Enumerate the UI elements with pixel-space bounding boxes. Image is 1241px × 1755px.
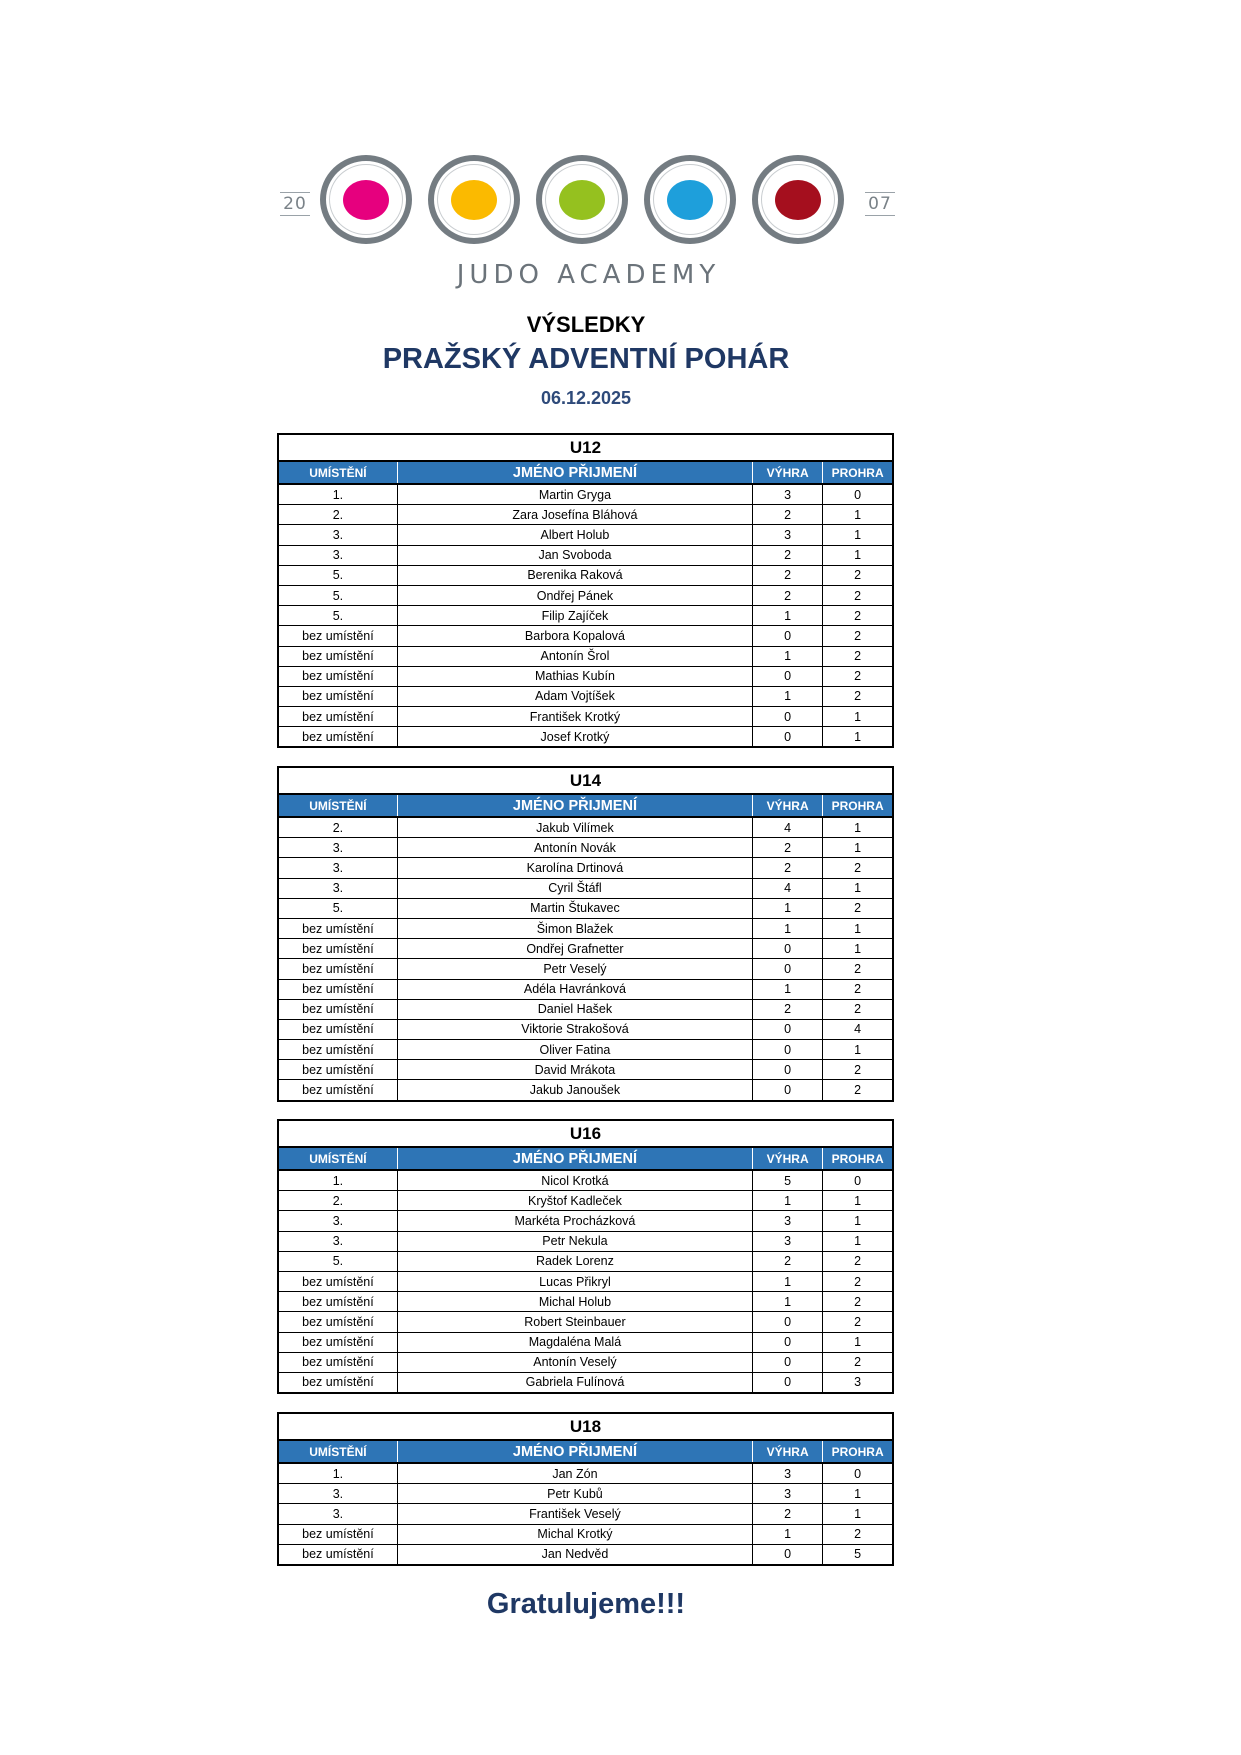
cell-place: bez umístění [278, 959, 397, 979]
cell-place: bez umístění [278, 918, 397, 938]
dot-magenta-icon [343, 180, 389, 220]
cell-wins: 0 [753, 1040, 823, 1060]
cell-wins: 1 [753, 918, 823, 938]
ring-magenta [320, 155, 412, 244]
category-title: U12 [278, 434, 893, 461]
cell-place: 3. [278, 1231, 397, 1251]
cell-name: Berenika Raková [397, 565, 752, 585]
cell-name: Radek Lorenz [397, 1251, 752, 1271]
cell-losses: 0 [823, 484, 893, 505]
cell-name: Gabriela Fulínová [397, 1372, 752, 1393]
column-header-losses: PROHRA [823, 1147, 893, 1170]
cell-losses: 2 [823, 565, 893, 585]
cell-name: Robert Steinbauer [397, 1312, 752, 1332]
table-row [278, 1040, 893, 1060]
column-header-name: JMÉNO PŘIJMENÍ [397, 1147, 752, 1170]
cell-losses: 1 [823, 1231, 893, 1251]
category-block-u14 [277, 766, 894, 1102]
column-header-name: JMÉNO PŘIJMENÍ [397, 794, 752, 817]
column-header-losses: PROHRA [823, 461, 893, 484]
category-title: U14 [278, 767, 893, 794]
cell-wins: 1 [753, 646, 823, 666]
cell-wins: 0 [753, 707, 823, 727]
cell-name: Antonín Veselý [397, 1352, 752, 1372]
cell-name: Martin Gryga [397, 484, 752, 505]
cell-losses: 1 [823, 1332, 893, 1352]
column-header-name: JMÉNO PŘIJMENÍ [397, 1440, 752, 1463]
cell-wins: 2 [753, 565, 823, 585]
cell-losses: 1 [823, 817, 893, 838]
category-title: U16 [278, 1120, 893, 1147]
table-row [278, 1211, 893, 1231]
cell-losses: 2 [823, 898, 893, 918]
cell-place: bez umístění [278, 1019, 397, 1039]
table-row [278, 939, 893, 959]
cell-wins: 2 [753, 858, 823, 878]
cell-losses: 2 [823, 999, 893, 1019]
cell-place: 3. [278, 858, 397, 878]
table-row [278, 525, 893, 545]
cell-wins: 5 [753, 1170, 823, 1191]
cell-place: bez umístění [278, 1040, 397, 1060]
table-row [278, 585, 893, 605]
cell-losses: 2 [823, 979, 893, 999]
cell-place: 5. [278, 565, 397, 585]
cell-wins: 4 [753, 817, 823, 838]
table-row [278, 898, 893, 918]
cell-wins: 1 [753, 1292, 823, 1312]
cell-losses: 2 [823, 959, 893, 979]
cell-place: bez umístění [278, 707, 397, 727]
table-row [278, 1544, 893, 1565]
cell-losses: 1 [823, 1484, 893, 1504]
cell-name: Jakub Vilímek [397, 817, 752, 838]
cell-wins: 1 [753, 898, 823, 918]
table-row [278, 1231, 893, 1251]
cell-losses: 2 [823, 1312, 893, 1332]
table-row [278, 1060, 893, 1080]
cell-place: bez umístění [278, 686, 397, 706]
column-header-place: UMÍSTĚNÍ [278, 461, 397, 484]
cell-name: Viktorie Strakošová [397, 1019, 752, 1039]
table-row [278, 545, 893, 565]
cell-wins: 2 [753, 1251, 823, 1271]
cell-losses: 1 [823, 838, 893, 858]
cell-losses: 1 [823, 939, 893, 959]
cell-name: Karolína Drtinová [397, 858, 752, 878]
table-row [278, 707, 893, 727]
cell-losses: 1 [823, 1191, 893, 1211]
cell-losses: 2 [823, 606, 893, 626]
cell-wins: 0 [753, 1544, 823, 1565]
table-header-row [278, 1440, 893, 1463]
table-row [278, 1352, 893, 1372]
table-row [278, 1080, 893, 1101]
cell-wins: 1 [753, 606, 823, 626]
cell-name: Albert Holub [397, 525, 752, 545]
column-header-place: UMÍSTĚNÍ [278, 1147, 397, 1170]
cell-name: Adéla Havránková [397, 979, 752, 999]
cell-name: Jan Svoboda [397, 545, 752, 565]
logo-year-left: 20 [280, 192, 310, 216]
dot-red-icon [775, 180, 821, 220]
cell-name: Jakub Janoušek [397, 1080, 752, 1101]
cell-name: Filip Zajíček [397, 606, 752, 626]
cell-place: bez umístění [278, 1060, 397, 1080]
table-row [278, 1312, 893, 1332]
judo-academy-logo [276, 152, 901, 292]
table-row [278, 484, 893, 505]
cell-place: bez umístění [278, 1271, 397, 1291]
cell-place: 5. [278, 1251, 397, 1271]
cell-wins: 1 [753, 686, 823, 706]
cell-losses: 2 [823, 858, 893, 878]
cell-wins: 3 [753, 1463, 823, 1484]
category-block-u12 [277, 433, 894, 748]
cell-losses: 5 [823, 1544, 893, 1565]
cell-losses: 1 [823, 727, 893, 748]
table-row [278, 1170, 893, 1191]
table-row [278, 686, 893, 706]
cell-name: Jan Nedvěd [397, 1544, 752, 1565]
category-block-u18 [277, 1412, 894, 1566]
event-title: PRAŽSKÝ ADVENTNÍ POHÁR [382, 343, 790, 375]
cell-losses: 0 [823, 1170, 893, 1191]
cell-place: 2. [278, 817, 397, 838]
cell-place: bez umístění [278, 727, 397, 748]
cell-place: 1. [278, 1170, 397, 1191]
cell-place: 3. [278, 878, 397, 898]
table-row [278, 918, 893, 938]
cell-losses: 2 [823, 1524, 893, 1544]
cell-losses: 1 [823, 707, 893, 727]
cell-wins: 2 [753, 585, 823, 605]
cell-name: Antonín Šrol [397, 646, 752, 666]
column-header-wins: VÝHRA [753, 1147, 823, 1170]
results-heading: VÝSLEDKY [526, 312, 646, 337]
cell-name: Mathias Kubín [397, 666, 752, 686]
table-row [278, 666, 893, 686]
cell-wins: 1 [753, 979, 823, 999]
table-row [278, 626, 893, 646]
cell-wins: 0 [753, 1019, 823, 1039]
column-header-name: JMÉNO PŘIJMENÍ [397, 461, 752, 484]
cell-wins: 0 [753, 1332, 823, 1352]
cell-losses: 2 [823, 1352, 893, 1372]
cell-name: Kryštof Kadleček [397, 1191, 752, 1211]
table-row [278, 1251, 893, 1271]
category-title: U18 [278, 1413, 893, 1440]
table-row [278, 1191, 893, 1211]
cell-place: 3. [278, 1504, 397, 1524]
cell-wins: 0 [753, 959, 823, 979]
cell-place: 5. [278, 585, 397, 605]
cell-name: Josef Krotký [397, 727, 752, 748]
table-row [278, 1524, 893, 1544]
table-row [278, 1504, 893, 1524]
cell-place: bez umístění [278, 1312, 397, 1332]
cell-losses: 1 [823, 525, 893, 545]
table-row [278, 838, 893, 858]
table-row [278, 1484, 893, 1504]
table-row [278, 858, 893, 878]
cell-name: František Veselý [397, 1504, 752, 1524]
cell-name: Markéta Procházková [397, 1211, 752, 1231]
ring-green [536, 155, 628, 244]
cell-losses: 4 [823, 1019, 893, 1039]
table-header-row [278, 794, 893, 817]
cell-place: bez umístění [278, 646, 397, 666]
cell-wins: 0 [753, 666, 823, 686]
table-row [278, 979, 893, 999]
cell-place: 3. [278, 1484, 397, 1504]
column-header-place: UMÍSTĚNÍ [278, 794, 397, 817]
category-block-u16 [277, 1119, 894, 1394]
cell-place: bez umístění [278, 1292, 397, 1312]
table-row [278, 1372, 893, 1393]
cell-name: Magdaléna Malá [397, 1332, 752, 1352]
logo-year-right: 07 [865, 192, 895, 216]
cell-name: Zara Josefína Bláhová [397, 505, 752, 525]
cell-losses: 1 [823, 545, 893, 565]
results-table [277, 433, 894, 748]
cell-wins: 2 [753, 999, 823, 1019]
cell-place: 5. [278, 606, 397, 626]
cell-place: bez umístění [278, 1524, 397, 1544]
cell-name: Michal Holub [397, 1292, 752, 1312]
cell-wins: 2 [753, 505, 823, 525]
cell-place: bez umístění [278, 626, 397, 646]
cell-name: Petr Kubů [397, 1484, 752, 1504]
cell-name: Daniel Hašek [397, 999, 752, 1019]
cell-place: bez umístění [278, 979, 397, 999]
cell-name: Cyril Štáfl [397, 878, 752, 898]
cell-losses: 2 [823, 626, 893, 646]
cell-name: Nicol Krotká [397, 1170, 752, 1191]
cell-place: 1. [278, 1463, 397, 1484]
cell-wins: 2 [753, 1504, 823, 1524]
cell-wins: 3 [753, 1484, 823, 1504]
cell-name: Oliver Fatina [397, 1040, 752, 1060]
cell-place: bez umístění [278, 666, 397, 686]
cell-wins: 2 [753, 545, 823, 565]
cell-wins: 3 [753, 1211, 823, 1231]
cell-losses: 2 [823, 1251, 893, 1271]
cell-wins: 1 [753, 1524, 823, 1544]
cell-wins: 0 [753, 1372, 823, 1393]
cell-losses: 1 [823, 878, 893, 898]
column-header-place: UMÍSTĚNÍ [278, 1440, 397, 1463]
column-header-losses: PROHRA [823, 1440, 893, 1463]
table-row [278, 817, 893, 838]
table-row [278, 999, 893, 1019]
cell-losses: 1 [823, 1504, 893, 1524]
cell-wins: 0 [753, 727, 823, 748]
cell-wins: 4 [753, 878, 823, 898]
cell-wins: 0 [753, 1352, 823, 1372]
cell-losses: 2 [823, 646, 893, 666]
cell-wins: 0 [753, 1060, 823, 1080]
column-header-wins: VÝHRA [753, 794, 823, 817]
cell-wins: 0 [753, 939, 823, 959]
cell-losses: 2 [823, 1080, 893, 1101]
cell-losses: 0 [823, 1463, 893, 1484]
cell-wins: 2 [753, 838, 823, 858]
cell-losses: 1 [823, 1211, 893, 1231]
cell-name: Antonín Novák [397, 838, 752, 858]
cell-name: Lucas Přikryl [397, 1271, 752, 1291]
table-row [278, 878, 893, 898]
table-header-row [278, 461, 893, 484]
cell-wins: 0 [753, 626, 823, 646]
ring-yellow [428, 155, 520, 244]
cell-name: Petr Veselý [397, 959, 752, 979]
cell-losses: 2 [823, 585, 893, 605]
cell-losses: 1 [823, 918, 893, 938]
cell-name: Ondřej Pánek [397, 585, 752, 605]
results-table [277, 1119, 894, 1394]
cell-losses: 2 [823, 1060, 893, 1080]
dot-blue-icon [667, 180, 713, 220]
cell-place: 3. [278, 1211, 397, 1231]
cell-name: Šimon Blažek [397, 918, 752, 938]
cell-losses: 3 [823, 1372, 893, 1393]
column-header-wins: VÝHRA [753, 1440, 823, 1463]
table-row [278, 565, 893, 585]
table-row [278, 959, 893, 979]
cell-losses: 2 [823, 1292, 893, 1312]
cell-place: bez umístění [278, 939, 397, 959]
cell-place: 1. [278, 484, 397, 505]
table-row [278, 727, 893, 748]
cell-place: 2. [278, 1191, 397, 1211]
dot-yellow-icon [451, 180, 497, 220]
ring-blue [644, 155, 736, 244]
cell-place: bez umístění [278, 1544, 397, 1565]
dot-green-icon [559, 180, 605, 220]
column-header-wins: VÝHRA [753, 461, 823, 484]
cell-wins: 1 [753, 1271, 823, 1291]
logo-rings [320, 152, 860, 256]
ring-red [752, 155, 844, 244]
cell-name: František Krotký [397, 707, 752, 727]
cell-name: Ondřej Grafnetter [397, 939, 752, 959]
cell-place: 5. [278, 898, 397, 918]
table-row [278, 1332, 893, 1352]
table-header-row [278, 1147, 893, 1170]
table-row [278, 1271, 893, 1291]
event-date: 06.12.2025 [540, 388, 632, 408]
table-row [278, 505, 893, 525]
cell-wins: 3 [753, 525, 823, 545]
results-table [277, 766, 894, 1102]
cell-name: David Mrákota [397, 1060, 752, 1080]
cell-place: bez umístění [278, 999, 397, 1019]
cell-place: 2. [278, 505, 397, 525]
congratulations-text: Gratulujeme!!! [486, 1588, 686, 1620]
table-row [278, 646, 893, 666]
cell-wins: 1 [753, 1191, 823, 1211]
cell-wins: 0 [753, 1312, 823, 1332]
cell-losses: 2 [823, 666, 893, 686]
table-row [278, 1463, 893, 1484]
cell-name: Michal Krotký [397, 1524, 752, 1544]
cell-wins: 3 [753, 1231, 823, 1251]
cell-place: bez umístění [278, 1080, 397, 1101]
cell-losses: 1 [823, 505, 893, 525]
cell-name: Adam Vojtíšek [397, 686, 752, 706]
cell-wins: 0 [753, 1080, 823, 1101]
table-row [278, 1292, 893, 1312]
cell-place: 3. [278, 525, 397, 545]
logo-brand-text: JUDO ACADEMY [456, 260, 721, 290]
cell-losses: 2 [823, 1271, 893, 1291]
cell-name: Barbora Kopalová [397, 626, 752, 646]
cell-name: Petr Nekula [397, 1231, 752, 1251]
cell-losses: 2 [823, 686, 893, 706]
cell-place: bez umístění [278, 1372, 397, 1393]
table-row [278, 606, 893, 626]
cell-wins: 3 [753, 484, 823, 505]
cell-name: Martin Štukavec [397, 898, 752, 918]
column-header-losses: PROHRA [823, 794, 893, 817]
table-row [278, 1019, 893, 1039]
cell-name: Jan Zón [397, 1463, 752, 1484]
results-table [277, 1412, 894, 1566]
cell-place: 3. [278, 838, 397, 858]
cell-losses: 1 [823, 1040, 893, 1060]
cell-place: bez umístění [278, 1352, 397, 1372]
cell-place: bez umístění [278, 1332, 397, 1352]
cell-place: 3. [278, 545, 397, 565]
